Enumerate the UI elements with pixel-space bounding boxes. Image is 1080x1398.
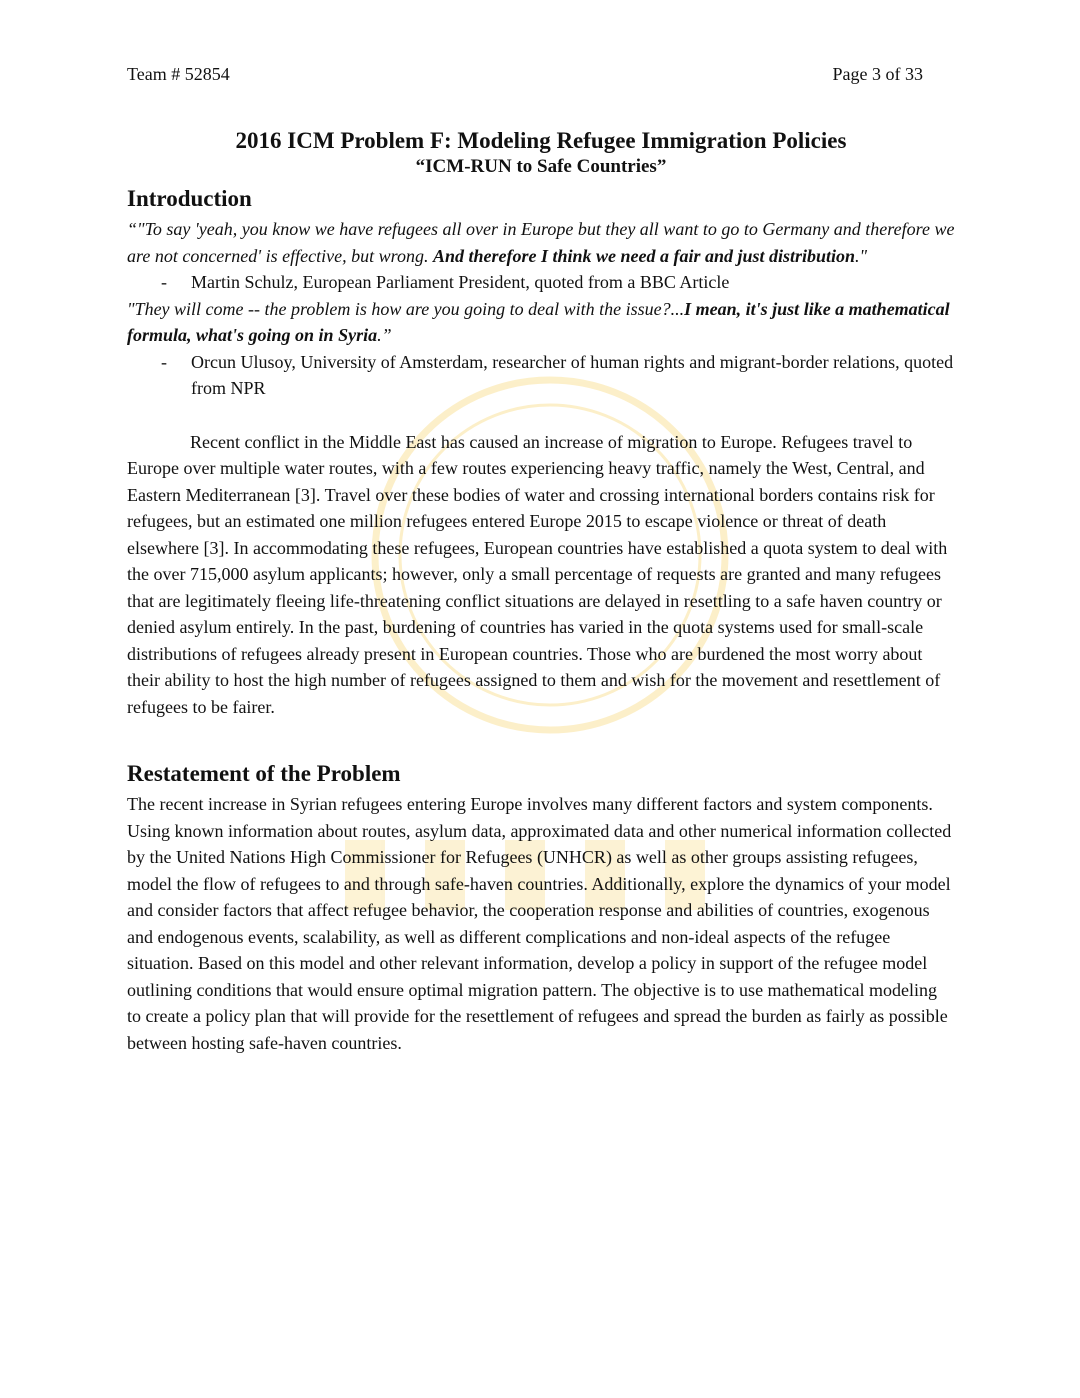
quote-ulusoy-emphasis: I mean, it's just like a mathematical formula, what's going on in Syria (127, 298, 950, 345)
team-number: Team # 52854 (127, 64, 230, 84)
attribution-dash: - (161, 272, 167, 292)
attribution-ulusoy-text: Orcun Ulusoy, University of Amsterdam, researcher of human rights and migrant-border relations, quoted from NPR (191, 351, 954, 398)
document-body (127, 126, 955, 1056)
quote-schulz-text: “"To say 'yeah, you know we have refugees all over in Europe but they all want to go to Germany and therefore we are not concerned' is effective, but wrong. (127, 219, 955, 266)
quote-schulz-emphasis: And therefore I think we need a fair and just distribution (432, 245, 856, 266)
introduction-heading: Introduction (127, 186, 252, 211)
quote-schulz-end: ." (855, 245, 868, 266)
page-number: Page 3 of 33 (832, 64, 923, 84)
attribution-ulusoy (127, 349, 955, 402)
paper-subtitle: “ICM-RUN to Safe Countries” (415, 156, 667, 177)
attribution-dash: - (161, 351, 167, 372)
quote-ulusoy-end: .” (377, 325, 392, 345)
introduction-paragraph: Recent conflict in the Middle East has caused an increase of migration to Europe. Refugees travel to Europe over multiple water routes, with a few routes experiencing heavy traffic, namely the West, Central, and Eastern Mediterranean [3]. Travel over these bodies of water and crossing international borders contains risk for refugees, but an estimated one million refugees entered Europe 2015 to escape violence or threat of death elsewhere [3]. In accommodating these refugees, European countries have established a quota system to deal with the over 715,000 asylum applicants; however, only a small percentage of requests are granted and many refugees that are legitimately fleeing life-threatening conflict situations are delayed in resettling to a safe haven country or denied asylum entirely. In the past, burdening of countries has varied in the quota systems used for small-scale distributions of refugees already present in European countries. Those who are burdened the most worry about their ability to host the high number of refugees assigned to them and wish for the movement and resettlement of refugees to be fairer. (127, 431, 948, 717)
quote-schulz (127, 216, 955, 269)
quote-ulusoy-text: "They will come -- the problem is how are you going to deal with the issue?... (127, 298, 685, 319)
attribution-schulz (127, 269, 955, 296)
attribution-schulz-text: Martin Schulz, European Parliament President, quoted from a BBC Article (191, 272, 730, 292)
quote-ulusoy (127, 296, 955, 349)
restatement-paragraph: The recent increase in Syrian refugees entering Europe involves many different factors and system components. Using known information about routes, asylum data, approximated data and other numerical information collected by the United Nations High Commissioner for Refugees (UNHCR) as well as other groups assisting refugees, model the flow of refugees to and through safe-haven countries. Additionally, explore the dynamics of your model and consider factors that affect refugee behavior, the cooperation response and abilities of countries, exogenous and endogenous events, scalability, as well as different complications and non-ideal aspects of the refugee situation. Based on this model and other relevant information, develop a policy in support of the refugee model outlining conditions that would ensure optimal migration pattern. The objective is to use mathematical modeling to create a policy plan that will provide for the resettlement of refugees and spread the burden as fairly as possible between hosting safe-haven countries. (127, 794, 952, 1053)
restatement-heading: Restatement of the Problem (127, 761, 401, 786)
paper-title: 2016 ICM Problem F: Modeling Refugee Immigration Policies (235, 128, 847, 153)
page-header (127, 64, 923, 85)
